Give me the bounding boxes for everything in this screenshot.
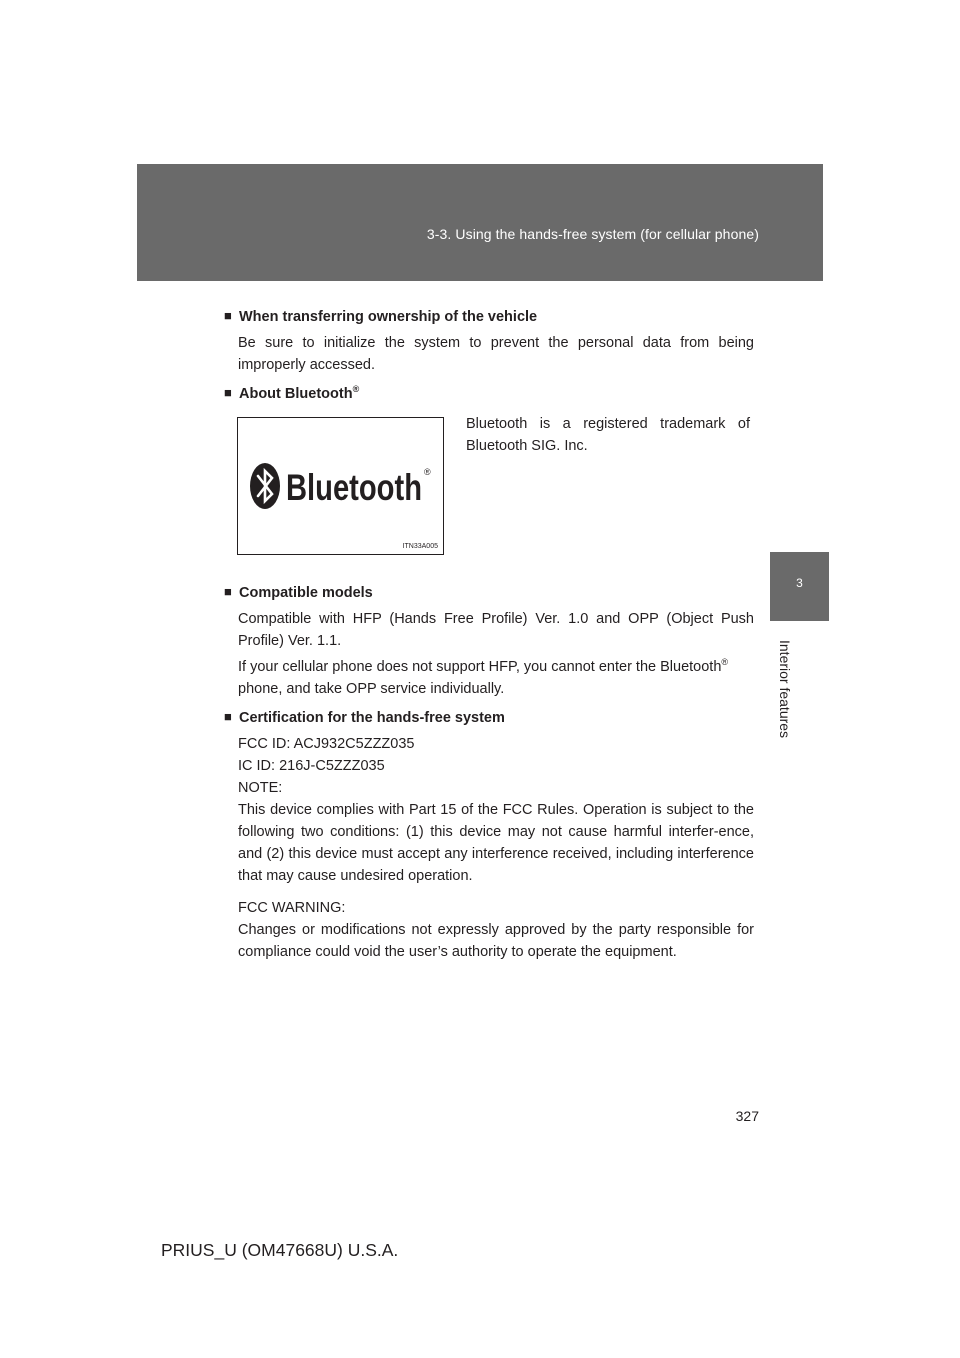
heading-text: Certification for the hands-free system [239, 710, 505, 726]
black-square-icon: ■ [224, 385, 232, 400]
heading-text: About Bluetooth [239, 386, 353, 402]
compatible-body-2a: If your cellular phone does not support HFP, you cannot enter the Bluetooth [238, 659, 722, 675]
chapter-side-label: Interior features [777, 640, 793, 739]
logo-wordmark: Bluetooth [286, 467, 422, 508]
fcc-id: FCC ID: ACJ932C5ZZZ035 [238, 736, 415, 752]
registered-mark: ® [352, 384, 360, 394]
note-label: NOTE: [238, 780, 283, 796]
compatible-body-2 [238, 656, 754, 700]
bluetooth-logo-figure [237, 417, 444, 555]
warning-text: Changes or modifications not expressly approved by the party responsible for compliance could void the user’s authority to operate the equipment. [238, 922, 754, 960]
logo-registered-mark: ® [424, 467, 431, 477]
heading-about-bluetooth [224, 382, 754, 405]
warning-block [238, 897, 754, 963]
warning-label: FCC WARNING: [238, 900, 346, 916]
certification-block [238, 733, 754, 887]
compatible-body-1: Compatible with HFP (Hands Free Profile) Ver. 1.0 and OPP (Object Push Profile) Ver. 1.1. [238, 611, 754, 649]
heading-certification [224, 706, 754, 729]
chapter-title: 3-3. Using the hands-free system (for cellular phone) [426, 226, 759, 242]
page-number: 327 [735, 1108, 759, 1124]
black-square-icon: ■ [224, 308, 232, 323]
about-bluetooth-body: Bluetooth is a registered trademark of Bluetooth SIG. Inc. [466, 416, 750, 454]
model-code: PRIUS_U (OM47668U) U.S.A. [161, 1240, 399, 1260]
page-content [224, 305, 754, 963]
ic-id: IC ID: 216J-C5ZZZ035 [238, 758, 385, 774]
bluetooth-rune-icon [248, 462, 433, 510]
heading-text: Compatible models [239, 585, 373, 601]
heading-text: When transferring ownership of the vehicle [239, 309, 538, 325]
black-square-icon: ■ [224, 584, 232, 599]
bluetooth-row [224, 413, 754, 581]
note-text: This device complies with Part 15 of the FCC Rules. Operation is subject to the following two conditions: (1) this device may not cause harmful interfer-ence, and (2) this device must accept any interference received, including interference that may cause undesired operation. [238, 802, 754, 884]
heading-compatible-models [224, 581, 754, 604]
chapter-header-band [137, 164, 823, 281]
compatible-body-2b: phone, and take OPP service individually. [238, 681, 505, 697]
heading-transfer [224, 305, 754, 328]
chapter-number: 3 [796, 576, 803, 590]
transfer-body: Be sure to initialize the system to prevent the personal data from being improperly accessed. [238, 335, 754, 373]
figure-code: ITN33A005 [402, 543, 438, 550]
chapter-side-tab [770, 552, 829, 621]
registered-mark: ® [721, 657, 729, 667]
black-square-icon: ■ [224, 709, 232, 724]
